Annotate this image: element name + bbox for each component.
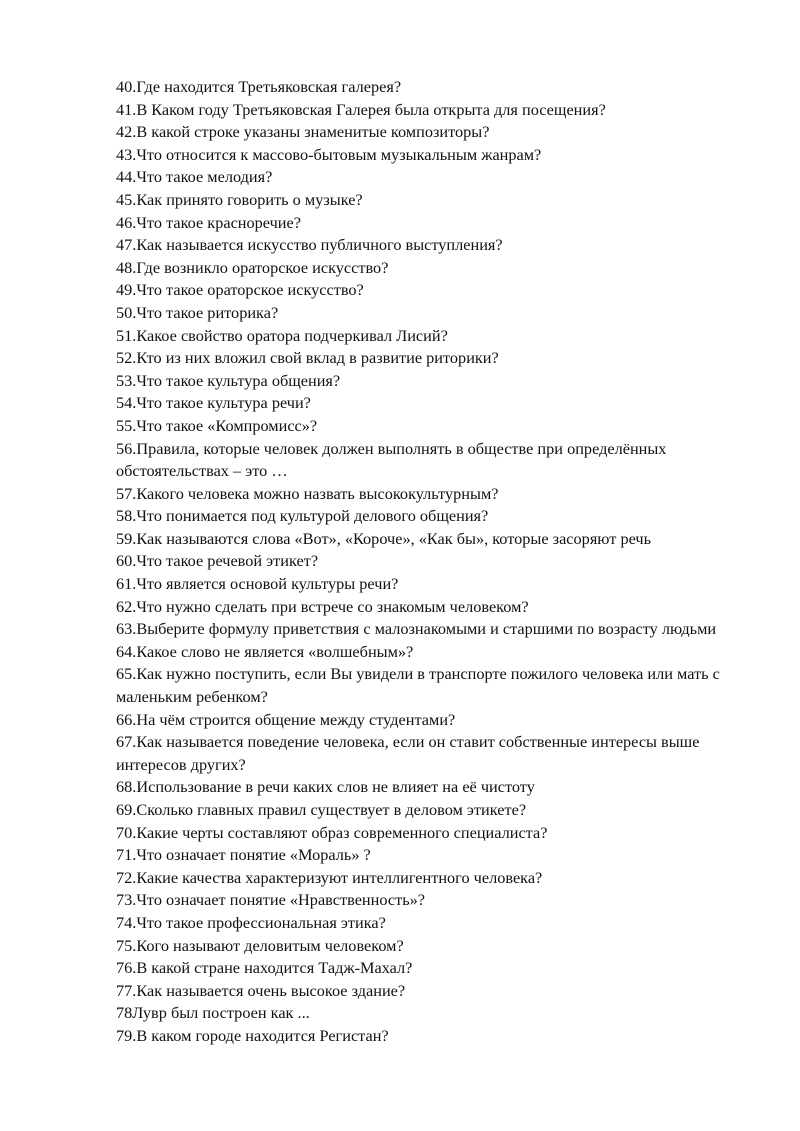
question-item: 51.Какое свойство оратора подчеркивал Лисий? bbox=[116, 325, 448, 345]
question-item: 76.В какой стране находится Тадж-Махал? bbox=[116, 958, 413, 978]
question-item: 40.Где находится Третьяковская галерея? bbox=[116, 77, 402, 96]
question-item: 60.Что такое речевой этикет? bbox=[116, 551, 319, 571]
question-item: 56.Правила, которые человек должен выполнять в обществе при определённых обстоятельствах – это … bbox=[116, 438, 667, 481]
question-item: 66.На чём строится общение между студентами? bbox=[116, 709, 456, 729]
question-item: 75.Кого называют деловитым человеком? bbox=[116, 935, 404, 955]
question-item: 57.Какого человека можно назвать высококультурным? bbox=[116, 483, 499, 503]
question-item: 45.Как принято говорить о музыке? bbox=[116, 189, 363, 209]
question-item: 78Лувр был построен как ... bbox=[116, 1003, 310, 1023]
question-item: 43.Что относится к массово-бытовым музыкальным жанрам? bbox=[116, 144, 542, 164]
question-item: 77.Как называется очень высокое здание? bbox=[116, 980, 406, 1000]
question-item: 70.Какие черты составляют образ современного специалиста? bbox=[116, 822, 548, 842]
question-item: 69.Сколько главных правил существует в деловом этикете? bbox=[116, 800, 527, 819]
question-item: 73.Что означает понятие «Нравственность»? bbox=[116, 890, 426, 910]
question-item: 64.Какое слово не является «волшебным»? bbox=[116, 641, 414, 661]
question-item: 79.В каком городе находится Регистан? bbox=[116, 1025, 389, 1045]
question-item: 71.Что означает понятие «Мораль» ? bbox=[116, 845, 371, 865]
question-item: 67.Как называется поведение человека, если он ставит собственные интересы выше интересов других? bbox=[116, 732, 700, 774]
question-item: 46.Что такое красноречие? bbox=[116, 212, 301, 232]
question-item: 54.Что такое культура речи? bbox=[116, 393, 311, 413]
question-item: 63.Выберите формулу приветствия с малознакомыми и старшими по возрасту людьми bbox=[116, 619, 717, 639]
question-item: 48.Где возникло ораторское искусство? bbox=[116, 257, 389, 277]
question-item: 52.Кто из них вложил свой вклад в развитие риторики? bbox=[116, 348, 499, 368]
question-item: 42.В какой строке указаны знаменитые композиторы? bbox=[116, 122, 490, 142]
question-item: 44.Что такое мелодия? bbox=[116, 167, 273, 187]
question-item: 74.Что такое профессиональная этика? bbox=[116, 912, 386, 932]
question-item: 65.Как нужно поступить, если Вы увидели в транспорте пожилого человека или мать с маленьким ребенком? bbox=[116, 664, 720, 707]
question-list bbox=[116, 76, 756, 1048]
question-item: 72.Какие качества характеризуют интеллигентного человека? bbox=[116, 867, 543, 887]
question-item: 61.Что является основой культуры речи? bbox=[116, 574, 399, 594]
question-item: 41.В Каком году Третьяковская Галерея была открыта для посещения? bbox=[116, 99, 606, 119]
question-item: 55.Что такое «Компромисс»? bbox=[116, 415, 318, 435]
question-item: 47.Как называется искусство публичного выступления? bbox=[116, 235, 503, 255]
question-item: 62.Что нужно сделать при встрече со знакомым человеком? bbox=[116, 596, 529, 616]
question-item: 53.Что такое культура общения? bbox=[116, 370, 341, 390]
question-item: 59.Как называются слова «Вот», «Короче», «Как бы», которые засоряют речь bbox=[116, 528, 652, 548]
question-item: 50.Что такое риторика? bbox=[116, 302, 279, 322]
question-item: 58.Что понимается под культурой делового общения? bbox=[116, 506, 489, 526]
question-item: 68.Использование в речи каких слов не влияет на её чистоту bbox=[116, 777, 535, 797]
question-item: 49.Что такое ораторское искусство? bbox=[116, 280, 364, 300]
